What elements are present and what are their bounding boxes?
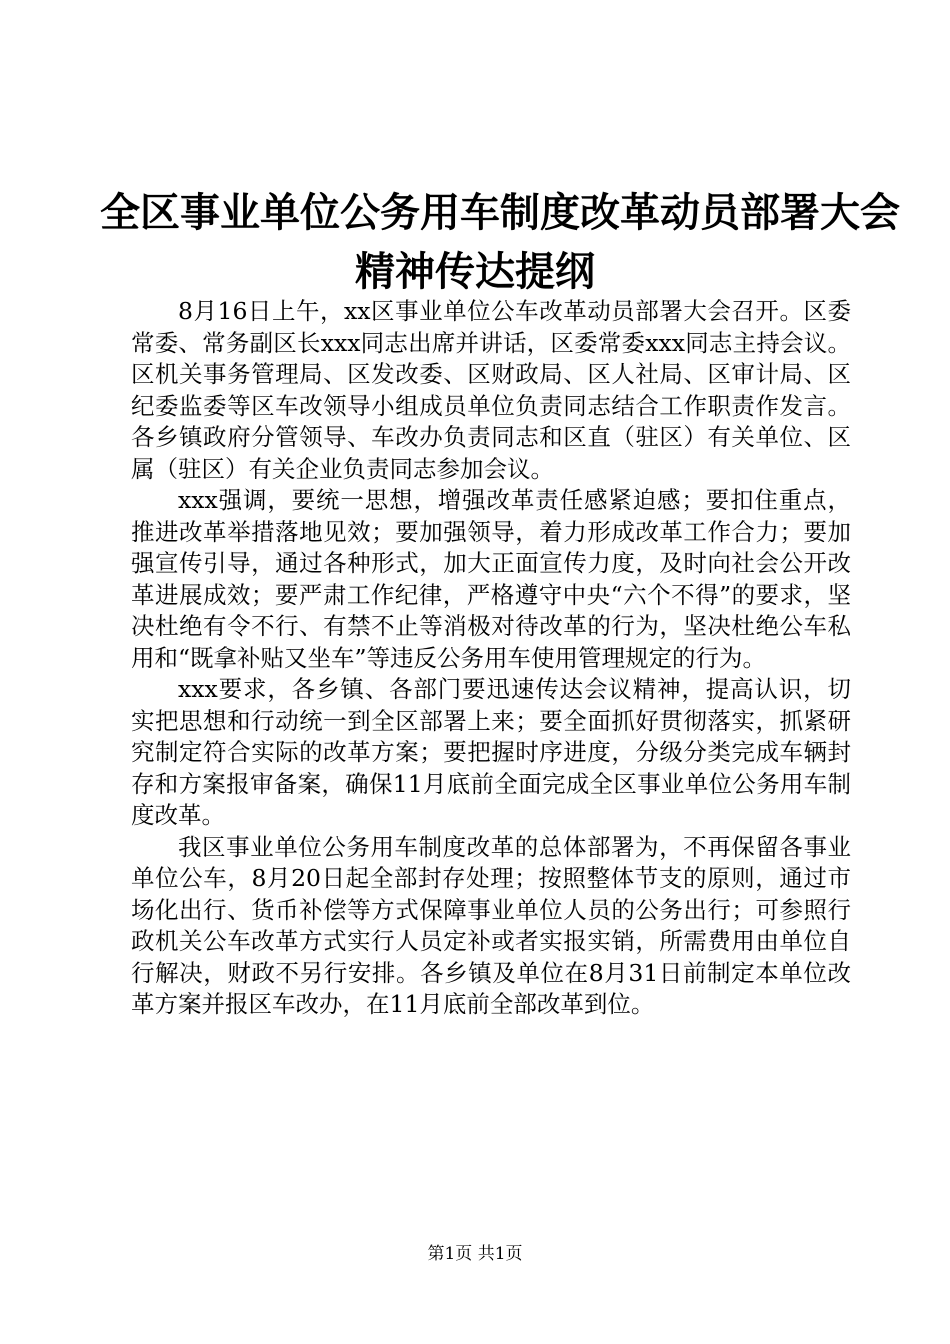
paragraph-emphasis: xxx强调，要统一思想，增强改革责任感紧迫感；要扣住重点，推进改革举措落地见效；要加强领导，着力形成改革工作合力；要加强宣传引导，通过各种形式，加大正面宣传力度，及时向社会公开改革进展成效；要严肃工作纪律，严格遵守中央“六个不得”的要求，坚决杜绝有令不行、有禁不止等消极对待改革的行为，坚决杜绝公车私用和“既拿补贴又坐车”等违反公务用车使用管理规定的行为。: [131, 486, 851, 672]
paragraph-deployment: 我区事业单位公务用车制度改革的总体部署为，不再保留各事业单位公车，8月20日起全部封存处理；按照整体节支的原则，通过市场化出行、货币补偿等方式保障事业单位人员的公务出行；可参照行政机关公车改革方式实行人员定补或者实报实销，所需费用由单位自行解决，财政不另行安排。各乡镇及单位在8月31日前制定本单位改革方案并报区车改办，在11月底前全部改革到位。: [131, 832, 851, 1018]
document-title-line-1: 全区事业单位公务用车制度改革动员部署大会: [100, 190, 900, 236]
paragraph-requirements: xxx要求，各乡镇、各部门要迅速传达会议精神，提高认识，切实把思想和行动统一到全区部署上来；要全面抓好贯彻落实，抓紧研究制定符合实际的改革方案；要把握时序进度，分级分类完成车辆封存和方案报审备案，确保11月底前全面完成全区事业单位公务用车制度改革。: [131, 675, 851, 829]
page-number-footer: 第1页 共1页: [427, 1244, 523, 1264]
document-body: [131, 296, 851, 1021]
paragraph-meeting-overview: 8月16日上午，xx区事业单位公车改革动员部署大会召开。区委常委、常务副区长xxx同志出席并讲话，区委常委xxx同志主持会议。区机关事务管理局、区发改委、区财政局、区人社局、区审计局、区纪委监委等区车改领导小组成员单位负责同志结合工作职责作发言。各乡镇政府分管领导、车改办负责同志和区直（驻区）有关单位、区属（驻区）有关企业负责同志参加会议。: [131, 297, 851, 483]
document-title-line-2: 精神传达提纲: [355, 249, 595, 295]
